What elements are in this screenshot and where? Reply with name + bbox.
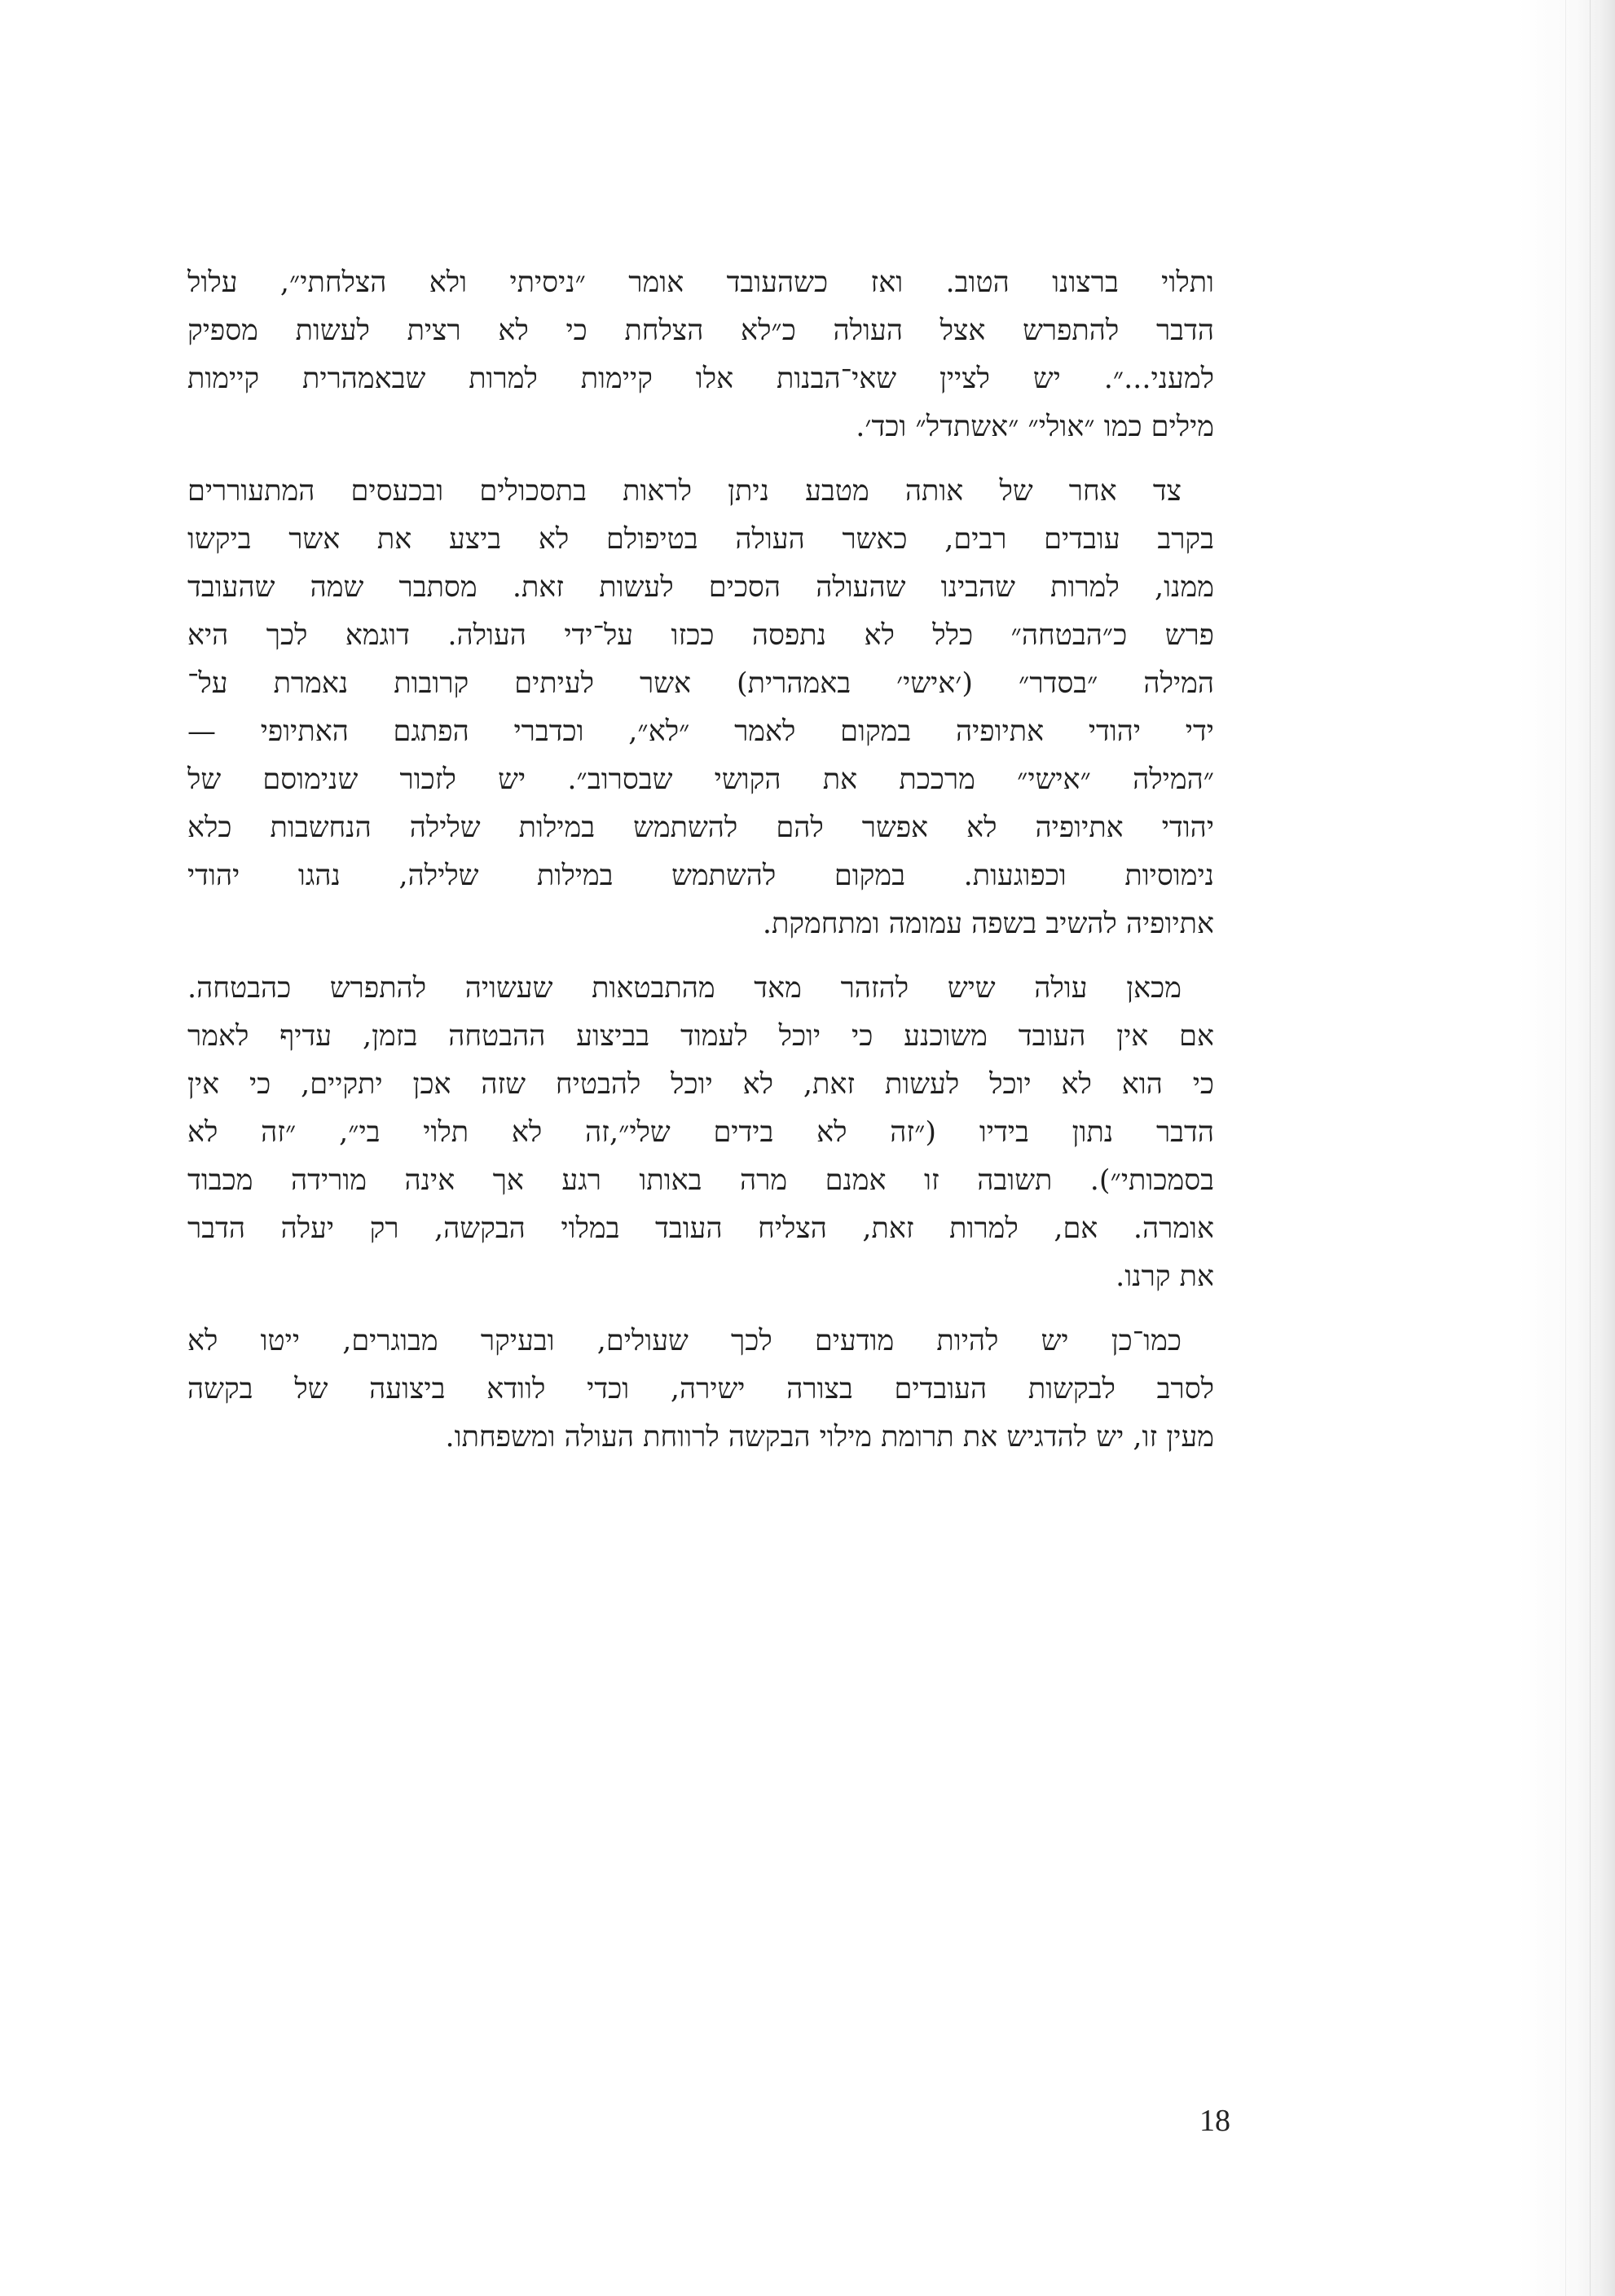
text-line: מילים כמו ״אולי״ ״אשתדל״ וכד׳. [856, 411, 1214, 443]
page-edge-shadow [1517, 0, 1615, 2296]
text-line: נימוסיות וכפוגעות. במקום להשתמש במילות שלילה, נהגו יהודי [187, 860, 1214, 892]
text-line: המילה ״בסדר״ (׳אישי׳ באמהרית) אשר לעיתים קרובות נאמרת על־ [187, 667, 1214, 700]
text-line: את קרנו. [1116, 1260, 1214, 1293]
text-line: אתיופיה להשיב בשפה עמומה ומתחמקת. [762, 908, 1214, 940]
text-line: אם אין העובד משוכנע כי יוכל לעמוד בביצוע ההבטחה בזמן, עדיף לאמר [187, 1020, 1214, 1053]
text-line: מעין זו, יש להדגיש את תרומת מילוי הבקשה לרווחת העולה ומשפחתו. [445, 1421, 1214, 1454]
text-line: בקרב עובדים רבים, כאשר העולה בטיפולם לא ביצע את אשר ביקשו [187, 523, 1214, 556]
text-line: ידי יהודי אתיופיה במקום לאמר ״לא״, וכדברי הפתגם האתיופי — [187, 715, 1214, 748]
paragraph [187, 965, 1214, 1301]
text-line: כמו־כן יש להיות מודעים לכך שעולים, ובעיקר מבוגרים, ייטו לא [187, 1325, 1182, 1357]
paragraph [187, 468, 1214, 948]
text-line: הדבר להתפרש אצל העולה כ״לא הצלחת כי לא רצית לעשות מספיק [187, 314, 1214, 347]
text-line: יהודי אתיופיה לא אפשר להם להשתמש במילות שלילה הנחשבות כלא [187, 812, 1214, 844]
text-line: ותלוי ברצונו הטוב. ואז כשהעובד אומר ״ניסיתי ולא הצלחתי״, עלול [187, 266, 1214, 299]
text-line: מכאן עולה שיש להזהר מאד מהתבטאות שעשויה להתפרש כהבטחה. [187, 972, 1182, 1005]
text-line: בסמכותי״). תשובה זו אמנם מרה באותו רגע אך אינה מורידה מכבוד [187, 1164, 1214, 1197]
paragraph [187, 1317, 1214, 1462]
text-line: כי הוא לא יוכל לעשות זאת, לא יוכל להבטיח שזה אכן יתקיים, כי אין [187, 1068, 1214, 1101]
body-text [187, 259, 1214, 1478]
text-line: אומרה. אם, למרות זאת, הצליח העובד במלוי הבקשה, רק יעלה הדבר [187, 1212, 1214, 1245]
text-line: ״המילה ״אישי״ מרככת את הקושי שבסרוב״. יש לזכור שנימוסם של [187, 763, 1214, 796]
text-line: פרש כ״הבטחה״ כלל לא נתפסה ככזו על־ידי העולה. דוגמא לכך היא [187, 619, 1214, 652]
paragraph [187, 259, 1214, 451]
text-line: צד אחר של אותה מטבע ניתן לראות בתסכולים ובכעסים המתעוררים [187, 475, 1182, 508]
text-line: למעני...״. יש לציין שאי־הבנות אלו קיימות למרות שבאמהרית קיימות [187, 363, 1214, 395]
text-line: לסרב לבקשות העובדים בצורה ישירה, וכדי לוודא ביצועה של בקשה [187, 1373, 1214, 1405]
text-line: הדבר נתון בידיו (״זה לא בידים שלי״,זה לא תלוי בי״, ״זה לא [187, 1116, 1214, 1149]
text-line: ממנו, למרות שהבינו שהעולה הסכים לעשות זאת. מסתבר שמה שהעובד [187, 571, 1214, 604]
page-number: 18 [1199, 2104, 1230, 2138]
